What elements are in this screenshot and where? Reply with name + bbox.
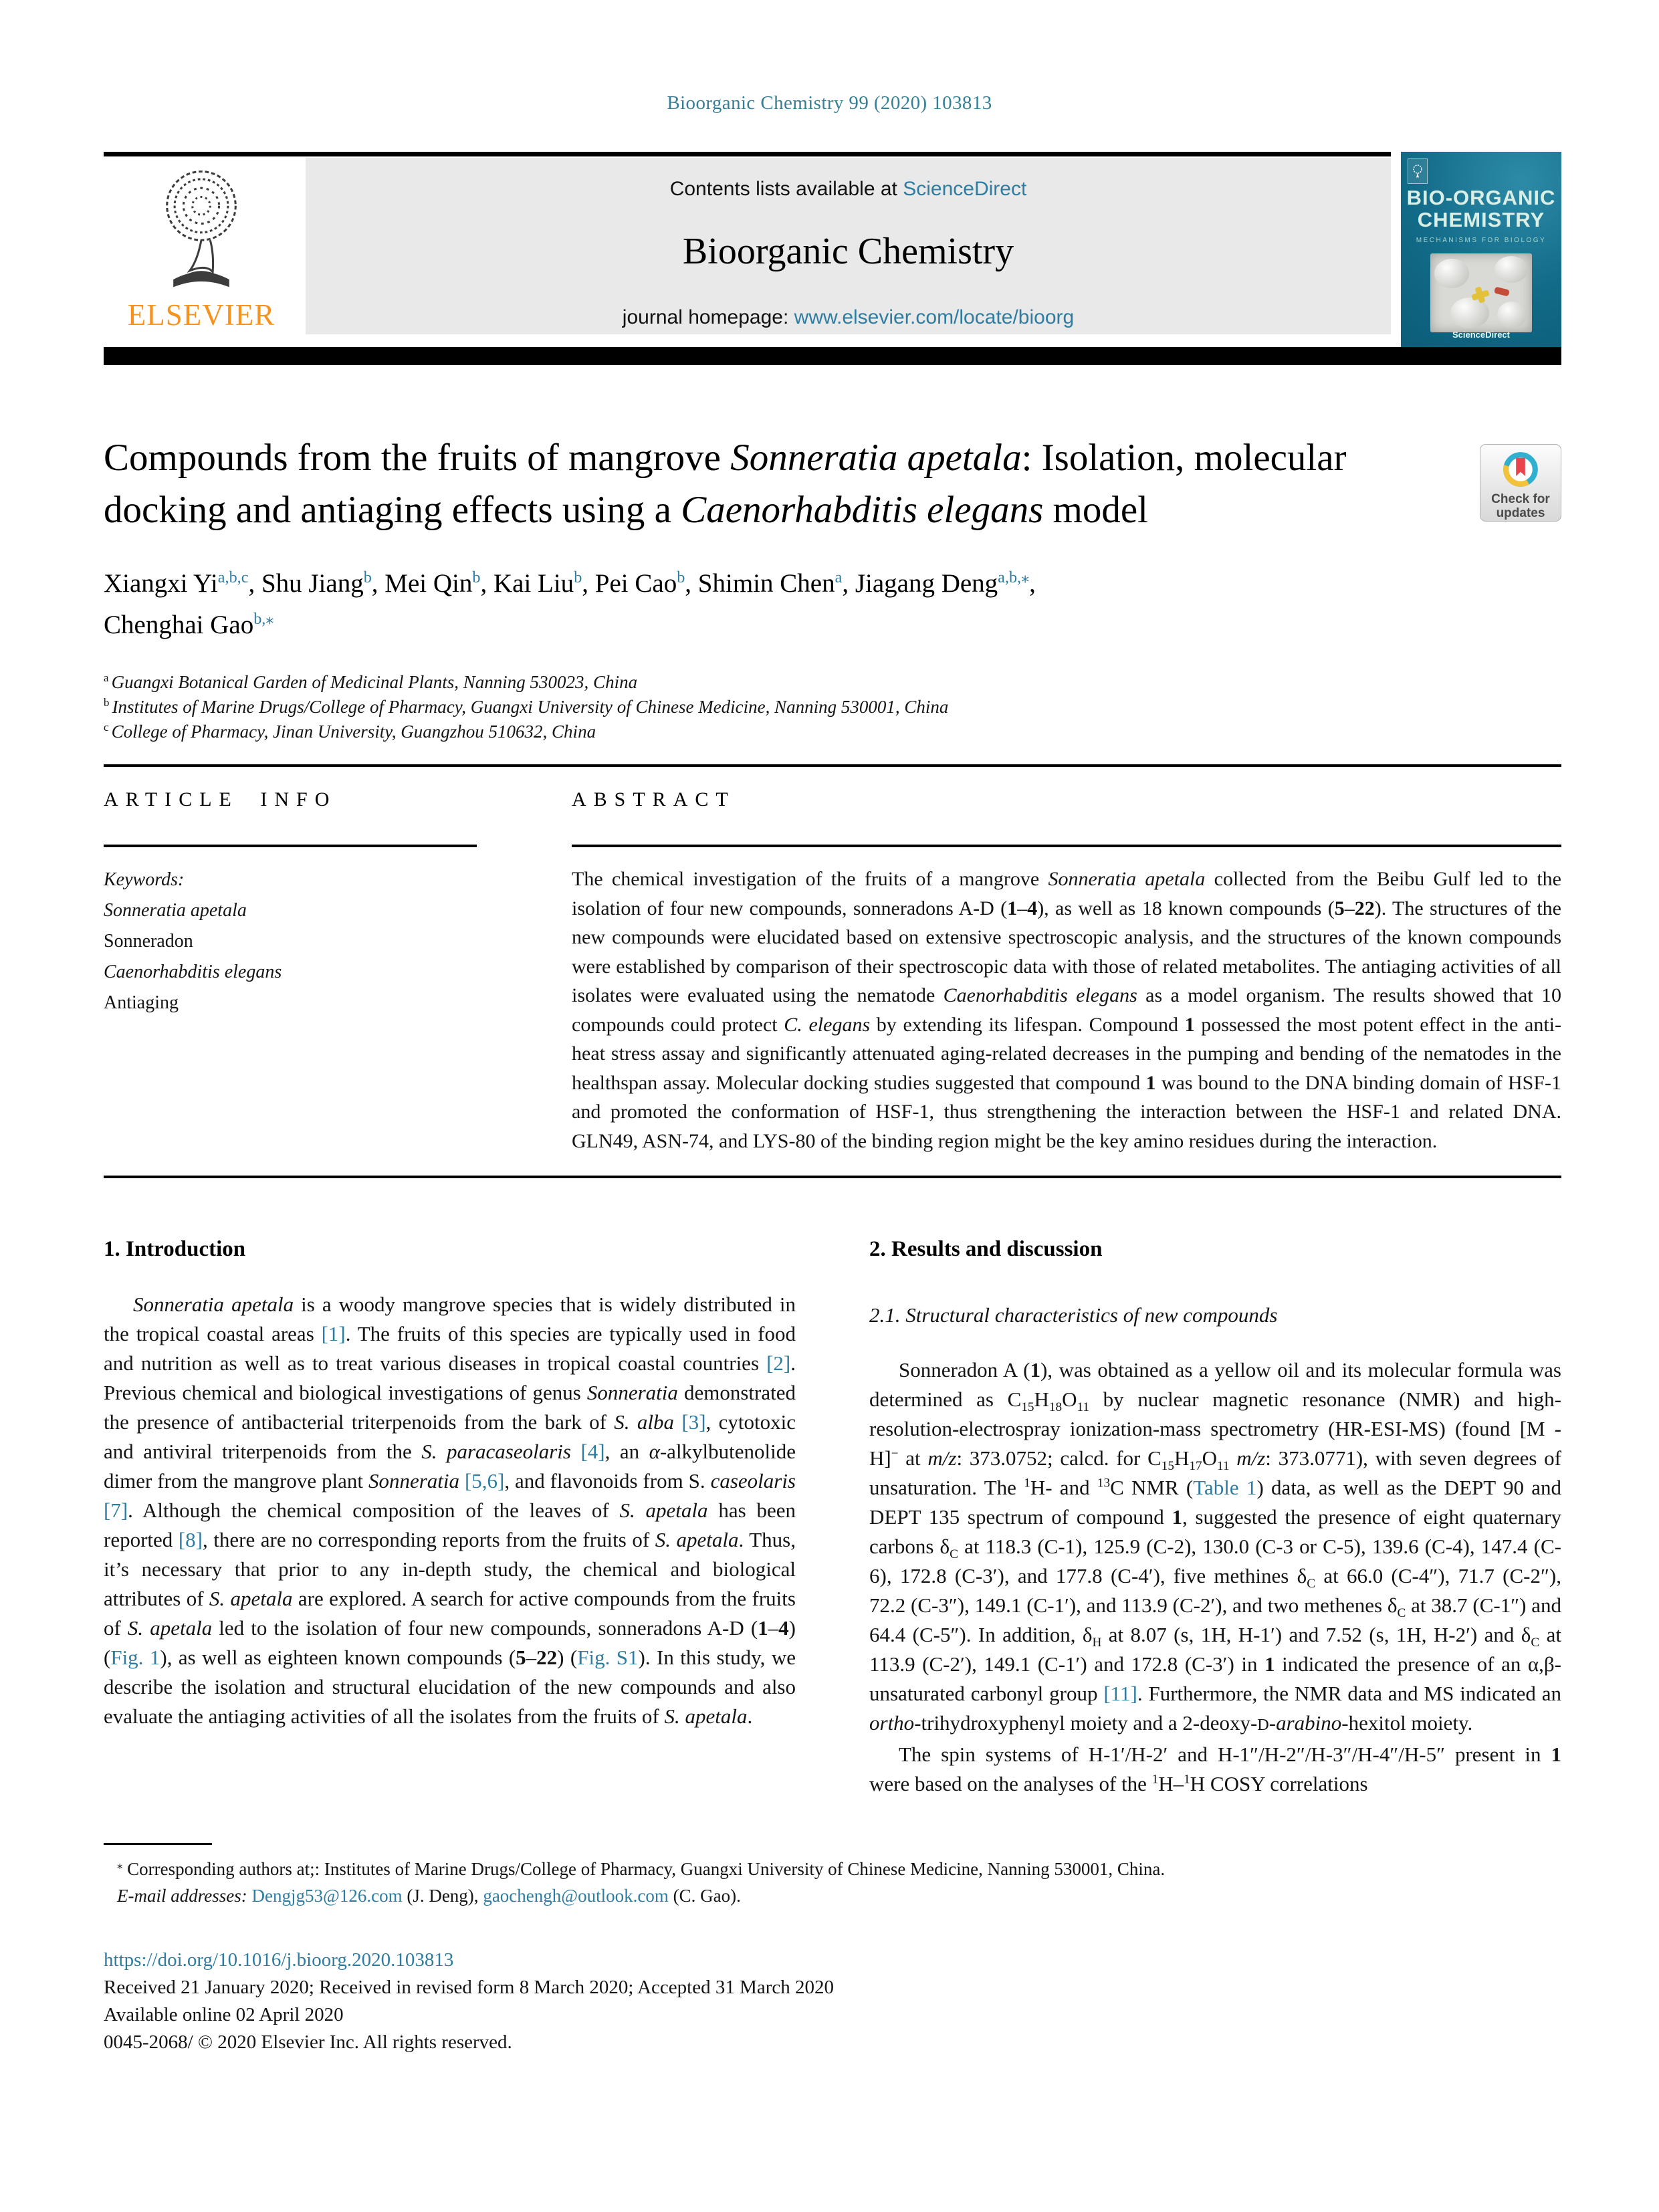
text-segment: H–	[1158, 1772, 1184, 1795]
text-segment: E-mail addresses:	[117, 1886, 252, 1906]
text-segment: by nuclear magnetic resonance (NMR) and high-resolution-electrospray ionization-mass spectrometry (HR-ESI-MS) (found [M - H]	[869, 1388, 1561, 1470]
check-for-updates-badge[interactable]	[1480, 444, 1561, 522]
text-segment: Compounds from the fruits of mangrove	[104, 437, 731, 479]
text-segment: ,	[1029, 569, 1036, 598]
text-segment: , there are no corresponding reports from the fruits of	[202, 1528, 655, 1551]
text-segment: C	[1397, 1606, 1406, 1621]
text-segment: , Jiagang Deng	[842, 569, 998, 598]
received-dates-line: Received 21 January 2020; Received in revised form 8 March 2020; Accepted 31 March 2020	[104, 1977, 835, 1998]
text-segment: ⁎	[117, 1858, 123, 1871]
footnote-rule	[104, 1843, 212, 1845]
text-segment: 17	[1189, 1459, 1202, 1474]
text-segment: , Kai Liu	[480, 569, 574, 598]
left-text-column	[104, 1237, 796, 1799]
text-segment: journal homepage:	[622, 306, 794, 328]
text-segment: ). In this study, we describe the isolation and structural elucidation of the new compounds and also evaluate the antiaging activities of all the isolates from the fruits of	[104, 1646, 796, 1728]
text-segment: , Mei Qin	[371, 569, 473, 598]
protein-surface-blob	[1497, 302, 1527, 328]
deng-email-link[interactable]: Dengjg53@126.com	[251, 1886, 403, 1906]
text-segment: ortho	[869, 1711, 915, 1735]
masthead-bottom-bar	[104, 347, 1561, 365]
sciencedirect-link[interactable]: ScienceDirect	[903, 178, 1027, 200]
abstract-column	[572, 767, 1561, 1155]
text-segment: 1	[1030, 1358, 1040, 1381]
text-segment: -	[1268, 1711, 1277, 1735]
cover-subtitle: MECHANISMS FOR BIOLOGY	[1416, 237, 1547, 244]
article-title	[104, 432, 1480, 536]
text-segment: –	[1344, 897, 1355, 919]
results-paragraph-1	[869, 1355, 1561, 1740]
article-info-heading: ARTICLE INFO	[104, 767, 477, 847]
text-segment: C	[1531, 1636, 1540, 1650]
text-segment	[571, 1440, 580, 1463]
text-segment: -trihydroxyphenyl moiety and a 2-deoxy-	[914, 1711, 1258, 1735]
text-segment: –	[768, 1616, 779, 1640]
inline-link[interactable]: a	[835, 568, 843, 586]
text-segment: at	[898, 1446, 928, 1470]
text-segment: has been reported	[104, 1499, 796, 1551]
text-segment: . The fruits of this species are typically used in food and nutrition as well as to treat various diseases in tropical coastal countries	[104, 1322, 796, 1375]
text-segment: were based on the analyses of the	[869, 1772, 1152, 1795]
text-segment: 22	[536, 1646, 558, 1669]
cover-sciencedirect-label: ScienceDirect	[1452, 330, 1510, 340]
inline-link[interactable]: b	[472, 568, 481, 586]
results-subheading: 2.1. Structural characteristics of new compounds	[869, 1303, 1278, 1327]
elsevier-wordmark: ELSEVIER	[127, 298, 275, 332]
text-segment: . Although the chemical composition of the leaves of	[128, 1499, 620, 1522]
text-segment: ), as well as 18 known compounds (	[1037, 897, 1335, 919]
text-segment: S. alba	[614, 1410, 675, 1434]
text-segment: 13	[1097, 1476, 1111, 1490]
text-segment: –	[1017, 897, 1028, 919]
text-segment: , and flavonoids from S.	[504, 1469, 711, 1492]
homepage-line	[306, 306, 1391, 329]
text-segment: led to the isolation of four new compounds, sonneradons A-D (	[212, 1616, 758, 1640]
text-segment: ) (	[104, 1616, 796, 1669]
text-segment: H	[1174, 1446, 1190, 1470]
text-segment: α	[649, 1440, 660, 1463]
text-segment: S. apetala	[619, 1499, 708, 1522]
journal-reference: Bioorganic Chemistry 99 (2020) 103813	[667, 92, 992, 114]
affiliation-a	[104, 670, 1561, 695]
text-segment: D	[1257, 1716, 1269, 1734]
keyword-item	[104, 988, 477, 1018]
text-segment: 11	[1077, 1400, 1089, 1415]
text-segment: by extending its lifespan. Compound	[870, 1013, 1185, 1036]
masthead-top-rule	[104, 152, 1391, 156]
text-segment: 1	[1024, 1476, 1030, 1490]
email-addresses-line	[104, 1882, 1561, 1909]
issn-copyright-line: 0045-2068/ © 2020 Elsevier Inc. All rights reserved.	[104, 2031, 512, 2053]
inline-link[interactable]: b	[363, 568, 372, 586]
text-segment: 1	[1151, 1772, 1159, 1787]
text-segment: indicated the presence of an α,β-unsaturated carbonyl group	[869, 1652, 1561, 1705]
text-segment: Contents lists available at	[669, 178, 903, 200]
text-segment: Corresponding authors at;: Institutes of Marine Drugs/College of Pharmacy, Guangxi University of Chinese Medicine, Nanning 530001, China.	[122, 1859, 1166, 1879]
masthead-banner	[306, 158, 1391, 334]
footnote-block	[104, 1843, 1561, 1909]
affiliation-b	[104, 695, 1561, 720]
text-segment: at 38.7 (C-1″) and 64.4 (C-5″). In addition, δ	[869, 1593, 1561, 1646]
inline-link[interactable]: b,⁎	[253, 610, 274, 628]
text-segment: 4	[1027, 897, 1038, 919]
text-segment: collected from the Beibu Gulf led to the isolation of four new compounds, sonneradons A-D (	[572, 868, 1561, 919]
text-segment: : Isolation, molecular docking and antiaging effects using a	[104, 437, 1347, 531]
keyword-item	[104, 957, 477, 988]
text-segment: –	[526, 1646, 537, 1669]
inline-link[interactable]: Fig. 1	[110, 1646, 160, 1669]
gao-email-link[interactable]: gaochengh@outlook.com	[483, 1886, 669, 1906]
text-segment: H	[1034, 1388, 1049, 1411]
text-segment: model	[1043, 489, 1148, 531]
text-segment: -hexitol moiety.	[1341, 1711, 1473, 1735]
publication-info-block	[104, 1947, 1561, 2056]
journal-homepage-link[interactable]: www.elsevier.com/locate/bioorg	[794, 306, 1075, 328]
keyword-item	[104, 895, 477, 926]
affiliation-c	[104, 720, 1561, 744]
corresponding-author-note	[104, 1856, 1561, 1882]
cover-title	[1401, 187, 1561, 231]
text-segment: C NMR (	[1110, 1476, 1194, 1499]
text-segment: (C. Gao).	[668, 1886, 741, 1906]
introduction-paragraph	[104, 1290, 796, 1731]
text-segment: are explored. A search for active compounds from the fruits of	[104, 1587, 796, 1640]
text-segment: 1	[1551, 1743, 1561, 1766]
inline-link[interactable]: [5,6]	[464, 1469, 505, 1492]
text-segment: . Thus, it’s necessary that prior to any in-depth study, the chemical and biological attributes of	[104, 1528, 796, 1610]
text-segment: 22	[1354, 897, 1375, 919]
text-segment: , Shu Jiang	[248, 569, 364, 598]
keywords-block	[104, 865, 477, 1018]
text-segment: ) (	[557, 1646, 578, 1669]
text-segment: (J. Deng),	[402, 1886, 483, 1906]
text-segment: 15	[1161, 1459, 1174, 1474]
text-segment: demonstrated the presence of antibacterial triterpenoids from the bark of	[104, 1381, 796, 1434]
contents-line	[306, 178, 1391, 201]
text-segment: ). The structures of the new compounds were elucidated based on extensive spectroscopic analysis, and the structures of the known compounds were established by comparison of their spectroscopic data with those of related metabolites. The antiaging activities of all isolates were evaluated using the nematode	[572, 897, 1561, 1006]
text-segment: H	[1092, 1636, 1102, 1650]
text-segment: -alkylbutenolide dimer from the mangrove plant	[104, 1440, 796, 1492]
journal-cover-thumbnail	[1401, 152, 1561, 347]
text-segment: Keywords:	[104, 869, 185, 890]
text-segment: Caenorhabditis elegans	[943, 984, 1137, 1006]
text-segment: m/z	[927, 1446, 957, 1470]
inline-link[interactable]: [2]	[766, 1351, 791, 1375]
inline-link[interactable]: b	[574, 568, 582, 586]
text-segment: Sonneradon A (	[899, 1358, 1030, 1381]
text-segment: .	[747, 1704, 753, 1728]
text-segment: 15	[1021, 1400, 1034, 1415]
text-segment: : 373.0752; calcd. for C	[956, 1446, 1162, 1470]
text-segment: Guangxi Botanical Garden of Medicinal Plants, Nanning 530023, China	[111, 672, 638, 692]
text-segment: at 8.07 (s, 1H, H-1′) and 7.52 (s, 1H, H-2′) and δ	[1101, 1623, 1531, 1646]
text-segment: Sonneratia apetala	[133, 1293, 294, 1316]
text-segment: Caenorhabditis elegans	[681, 489, 1044, 531]
text-segment: Sonneratia	[586, 1381, 678, 1404]
text-segment: C	[1307, 1577, 1316, 1591]
text-segment: Antiaging	[104, 992, 179, 1013]
text-segment: 1	[1172, 1505, 1182, 1529]
text-segment: Sonneradon	[104, 931, 193, 952]
text-segment: at 66.0 (C-4″), 71.7 (C-2″), 72.2 (C-3″), 149.1 (C-1′), and 113.9 (C-2′), and two methenes δ	[869, 1564, 1561, 1617]
cover-title-line1: BIO-ORGANIC	[1406, 186, 1556, 209]
inline-link[interactable]: Fig. S1	[577, 1646, 639, 1669]
badge-text-line2: updates	[1496, 506, 1545, 520]
text-segment: 5	[516, 1646, 526, 1669]
text-segment: , cytotoxic and antiviral triterpenoids from the	[104, 1410, 796, 1463]
text-segment: 5	[1334, 897, 1345, 919]
text-segment: C	[950, 1547, 958, 1562]
journal-title: Bioorganic Chemistry	[682, 231, 1014, 272]
text-segment: possessed the most potent effect in the anti-heat stress assay and significantly attenuated aging-related decreases in the pumping and bending of the nematodes in the healthspan assay. Molecular docking studies suggested that compound	[572, 1013, 1561, 1094]
text-segment: , Pei Cao	[582, 569, 677, 598]
text-segment: 4	[778, 1616, 789, 1640]
text-segment: Sonneratia apetala	[1048, 868, 1206, 890]
elsevier-tree-icon	[138, 162, 265, 295]
text-segment	[459, 1469, 465, 1492]
text-segment: Caenorhabditis elegans	[104, 962, 282, 982]
text-segment: 1	[1007, 897, 1018, 919]
author-list	[104, 563, 1561, 646]
text-segment: 1	[1184, 1013, 1195, 1036]
badge-text-line1: Check for	[1491, 492, 1550, 506]
text-segment: was bound to the DNA binding domain of HSF-1 and promoted the conformation of HSF-1, thus strengthening the interaction between the HSF-1 and related DNA. GLN49, ASN-74, and LYS-80 of the binding region might be the key amino residues during the interaction.	[572, 1071, 1562, 1152]
text-segment: The chemical investigation of the fruits of a mangrove	[572, 868, 1048, 890]
text-segment: S. paracaseolaris	[421, 1440, 571, 1463]
text-segment: Sonneratia	[368, 1469, 460, 1492]
text-segment: a	[104, 671, 112, 684]
text-segment: Sonneratia apetala	[730, 437, 1022, 479]
available-online-line: Available online 02 April 2020	[104, 2004, 344, 2025]
text-segment: arabino	[1276, 1711, 1342, 1735]
inline-link[interactable]: a,b,⁎	[998, 568, 1030, 586]
cover-elsevier-mark-icon	[1408, 158, 1428, 184]
introduction-heading: 1. Introduction	[104, 1237, 246, 1261]
text-segment: College of Pharmacy, Jinan University, Guangzhou 510632, China	[111, 722, 596, 742]
text-segment: at 113.9 (C-2′), 149.1 (C-1′) and 172.8 (C-3′) in	[869, 1623, 1561, 1676]
inline-link[interactable]: [1]	[321, 1322, 346, 1345]
text-segment: , suggested the presence of eight quaternary carbons δ	[869, 1505, 1561, 1558]
keyword-item	[104, 926, 477, 957]
inline-link[interactable]: Table 1	[1193, 1476, 1257, 1499]
text-segment: at 118.3 (C-1), 125.9 (C-2), 130.0 (C-3 or C-5), 139.6 (C-4), 147.4 (C-6), 172.8 (C-3′), and 177.8 (C-4′), five methines δ	[869, 1535, 1561, 1587]
ligand-fragment	[1494, 286, 1510, 296]
text-segment: −	[891, 1446, 899, 1461]
crossmark-icon	[1501, 450, 1540, 489]
text-segment: O	[1062, 1388, 1077, 1411]
text-segment: 1	[1264, 1652, 1275, 1676]
text-segment: ) data, as well as the DEPT 90 and DEPT 135 spectrum of compound	[869, 1476, 1561, 1529]
inline-link[interactable]: a,b,c	[217, 568, 249, 586]
abstract-heading: ABSTRACT	[572, 767, 1561, 847]
masthead	[104, 152, 1561, 347]
inline-link[interactable]: [4]	[580, 1440, 605, 1463]
text-segment: 1	[1145, 1071, 1156, 1094]
text-segment: ), as well as eighteen known compounds (	[160, 1646, 516, 1669]
affiliations	[104, 670, 1561, 744]
text-segment: Xiangxi Yi	[104, 569, 218, 598]
text-segment: 11	[1216, 1459, 1230, 1474]
abstract-bottom-rule	[104, 1176, 1561, 1178]
text-segment: S. apetala	[209, 1587, 293, 1610]
inline-link[interactable]: [8]	[178, 1528, 203, 1551]
text-segment: c	[104, 721, 112, 734]
inline-link[interactable]: [11]	[1103, 1682, 1137, 1705]
right-text-column	[869, 1237, 1561, 1799]
results-paragraph-2	[869, 1740, 1561, 1799]
inline-link[interactable]: [7]	[104, 1499, 128, 1522]
cover-title-line2: CHEMISTRY	[1417, 208, 1545, 231]
text-segment: ), was obtained as a yellow oil and its molecular formula was determined as C	[869, 1358, 1561, 1411]
inline-link[interactable]: b	[677, 568, 685, 586]
text-segment: C. elegans	[784, 1013, 871, 1036]
text-segment: The spin systems of H-1′/H-2′ and H-1″/H-2″/H-3″/H-4″/H-5″ present in	[899, 1743, 1551, 1766]
keywords-label	[104, 865, 477, 895]
text-segment: H COSY correlations	[1190, 1772, 1368, 1795]
text-segment: H- and	[1030, 1476, 1097, 1499]
text-segment: m/z	[1236, 1446, 1266, 1470]
text-segment: : 373.0771), with seven degrees of unsaturation. The	[869, 1446, 1562, 1499]
text-segment: is a woody mangrove species that is widely distributed in the tropical coastal areas	[104, 1293, 796, 1345]
article-info-column	[104, 767, 477, 1155]
text-segment	[674, 1410, 681, 1434]
text-segment: 1	[1184, 1772, 1190, 1787]
text-segment: b	[104, 696, 112, 709]
inline-link[interactable]: [3]	[681, 1410, 706, 1434]
text-segment: . Previous chemical and biological investigations of genus	[104, 1351, 796, 1404]
text-segment: , Shimin Chen	[685, 569, 835, 598]
text-segment: S. apetala	[127, 1616, 213, 1640]
text-segment	[1229, 1446, 1236, 1470]
text-segment: Sonneratia apetala	[104, 900, 247, 921]
text-segment: caseolaris	[710, 1469, 796, 1492]
text-segment: 18	[1048, 1400, 1063, 1415]
text-segment: . Furthermore, the NMR data and MS indicated an	[1137, 1682, 1561, 1705]
cover-protein-image	[1430, 253, 1532, 332]
protein-surface-blob	[1434, 259, 1469, 288]
elsevier-logo	[104, 162, 299, 343]
results-heading: 2. Results and discussion	[869, 1237, 1103, 1261]
text-segment: 1	[758, 1616, 768, 1640]
abstract-body	[572, 865, 1561, 1155]
text-segment: S. apetala	[664, 1704, 748, 1728]
text-segment: , an	[604, 1440, 649, 1463]
text-segment: Institutes of Marine Drugs/College of Pharmacy, Guangxi University of Chinese Medicine, Nanning 530001, China	[112, 697, 949, 717]
text-segment: O	[1202, 1446, 1217, 1470]
protein-surface-blob	[1495, 256, 1528, 283]
text-segment: S. apetala	[655, 1528, 739, 1551]
text-segment: Chenghai Gao	[104, 611, 254, 639]
doi-link[interactable]: https://doi.org/10.1016/j.bioorg.2020.103813	[104, 1949, 454, 1971]
text-segment: as a model organism. The results showed that 10 compounds could protect	[572, 984, 1562, 1036]
